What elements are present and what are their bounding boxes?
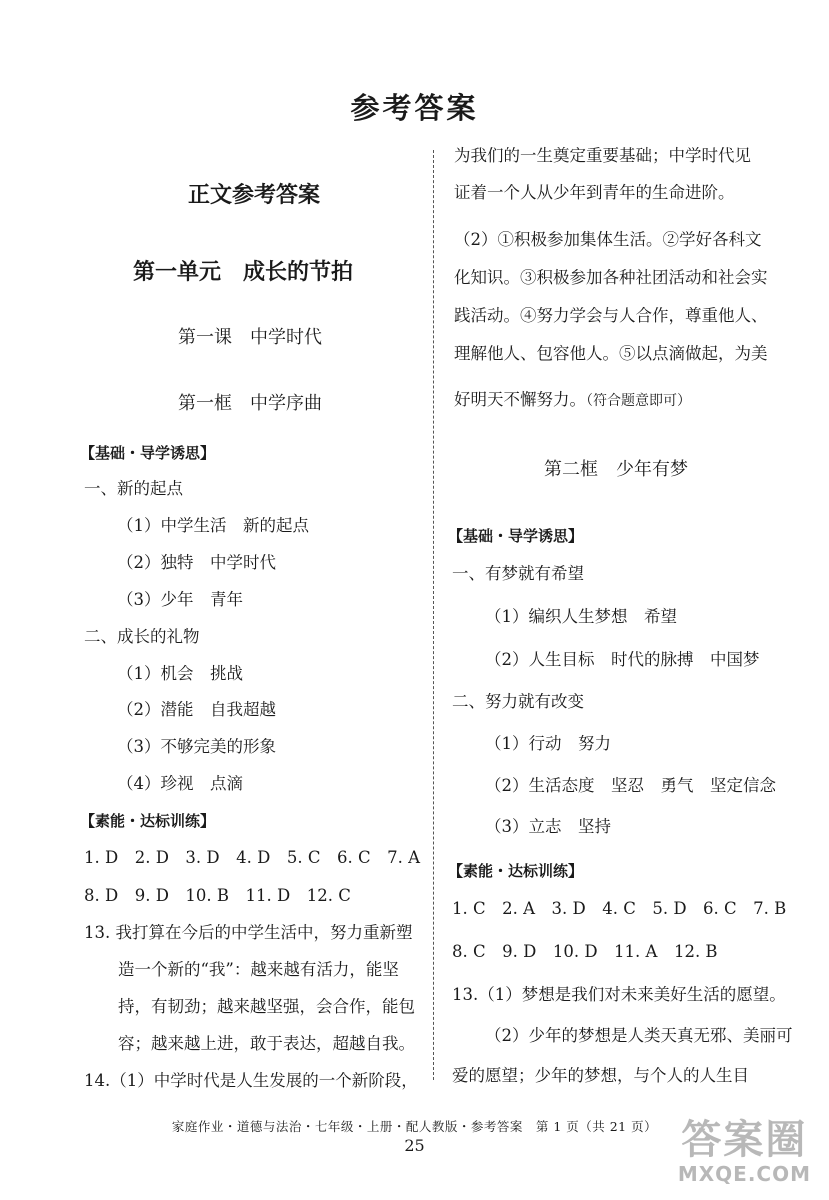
answer-item: （4）珍视 点滴 [117, 774, 243, 793]
answer-key: 8. D 9. D 10. B 11. D 12. C [84, 886, 351, 905]
answer-item: （2）潜能 自我超越 [117, 700, 276, 719]
answer-text: 造一个新的“我”：越来越有活力，能坚 [118, 960, 399, 979]
answer-item: （3）少年 青年 [117, 590, 243, 609]
answer-text: 理解他人、包容他人。⑤以点滴做起，为美 [454, 344, 768, 363]
page-title: 参考答案 [350, 91, 479, 125]
answer-key: 1. C 2. A 3. D 4. C 5. D 6. C 7. B [452, 899, 787, 918]
watermark-text: 答案圈 [681, 1117, 808, 1163]
outline-item: 一、有梦就有希望 [452, 564, 584, 583]
answer-key: 8. C 9. D 10. D 11. A 12. B [452, 942, 718, 961]
answer-item: （1）行动 努力 [485, 734, 611, 753]
answer-item: （1）中学生活 新的起点 [117, 516, 309, 535]
answer-text: 践活动。④努力学会与人合作，尊重他人、 [454, 306, 768, 325]
section-label: 【素能・达标训练】 [448, 862, 584, 880]
page-number: 25 [404, 1136, 425, 1155]
section-label: 【素能・达标训练】 [80, 812, 216, 830]
answer-text: 13.（1）梦想是我们对未来美好生活的愿望。 [452, 985, 786, 1004]
answer-text [454, 390, 691, 411]
answer-text: 证着一个人从少年到青年的生命进阶。 [454, 183, 735, 202]
page-footer: 家庭作业・道德与法治・七年级・上册・配人教版・参考答案 第 1 页（共 21 页） [171, 1119, 658, 1134]
answer-text: （2）①积极参加集体生活。②学好各科文 [454, 230, 762, 249]
answer-item: （1）编织人生梦想 希望 [485, 607, 677, 626]
column-divider [433, 150, 434, 1080]
answer-text: 为我们的一生奠定重要基础；中学时代见 [454, 146, 751, 165]
answer-text: 爱的愿望；少年的梦想，与个人的人生目 [452, 1066, 749, 1085]
answer-item: （1）机会 挑战 [117, 664, 243, 683]
watermark-logo [678, 1118, 811, 1186]
section-heading: 正文参考答案 [188, 183, 321, 208]
lesson-heading: 第一课 中学时代 [178, 327, 322, 348]
outline-item: 一、新的起点 [84, 479, 183, 498]
answer-item: （2）生活态度 坚忍 勇气 坚定信念 [485, 776, 776, 795]
frame-heading: 第二框 少年有梦 [544, 459, 688, 480]
answer-key: 1. D 2. D 3. D 4. D 5. C 6. C 7. A [84, 848, 420, 867]
watermark-url: MXQE.COM [677, 1162, 811, 1186]
outline-item: 二、成长的礼物 [84, 627, 200, 646]
answer-text: 容；越来越上进，敢于表达，超越自我。 [118, 1034, 415, 1053]
answer-note: （符合题意即可） [586, 393, 691, 409]
unit-heading: 第一单元 成长的节拍 [133, 260, 354, 285]
answer-text-tail: 好明天不懈努力。 [454, 390, 586, 409]
answer-text: 14.（1）中学时代是人生发展的一个新阶段， [84, 1071, 418, 1090]
section-label: 【基础・导学诱思】 [80, 444, 216, 462]
answer-item: （3）不够完美的形象 [117, 737, 276, 756]
frame-heading: 第一框 中学序曲 [178, 393, 322, 414]
section-label: 【基础・导学诱思】 [448, 527, 584, 545]
answer-text: 化知识。③积极参加各种社团活动和社会实 [454, 268, 768, 287]
answer-text: 持，有韧劲；越来越坚强，会合作，能包 [118, 997, 415, 1016]
answer-text: 13. 我打算在今后的中学生活中，努力重新塑 [84, 923, 413, 942]
answer-item: （3）立志 坚持 [485, 817, 611, 836]
answer-item: （2）人生目标 时代的脉搏 中国梦 [485, 650, 760, 669]
answer-item: （2）独特 中学时代 [117, 553, 276, 572]
outline-item: 二、努力就有改变 [452, 692, 584, 711]
answer-text: （2）少年的梦想是人类天真无邪、美丽可 [485, 1026, 793, 1045]
